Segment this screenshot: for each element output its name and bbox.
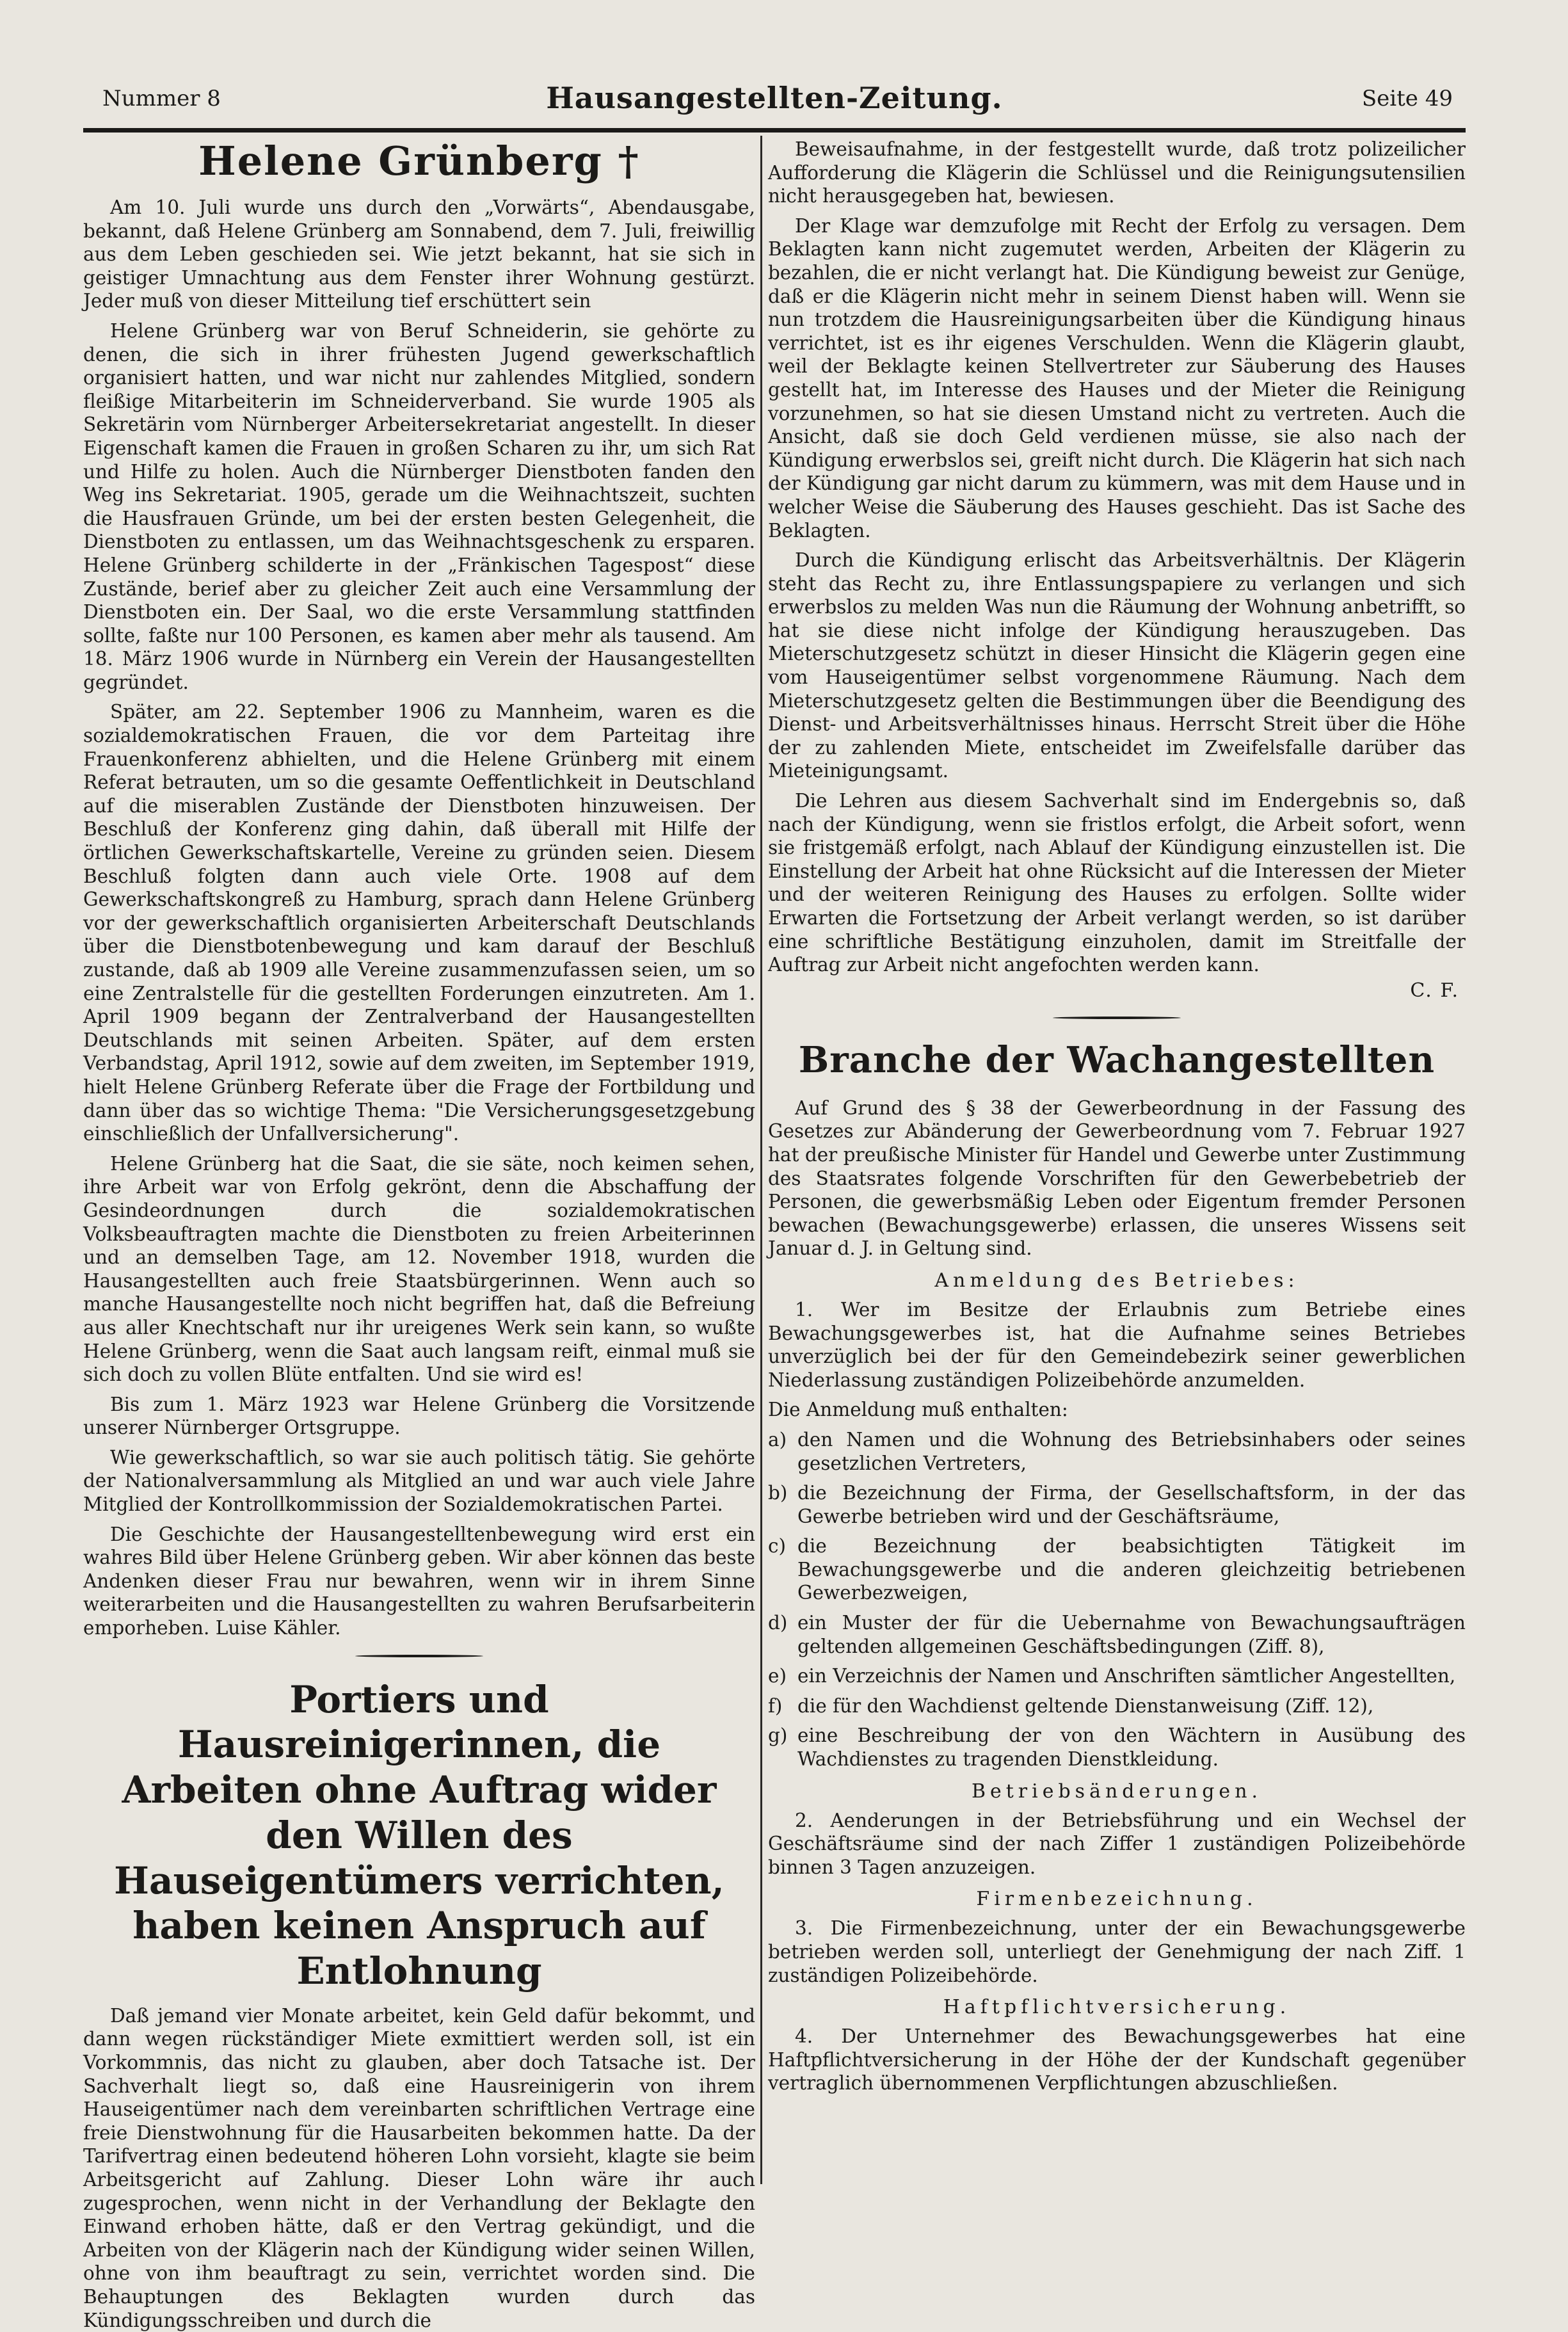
continuation-paragraph: Die Lehren aus diesem Sachverhalt sind im Endergebnis so, daß nach der Kündigung, wenn sie fristlos erfolgt, die Arbeit sofort, wenn sie fristgemäß erfolgt, nach Ablauf der Kündigung einzustellen ist. Die Einstellung der Arbeit hat ohne Rücksicht auf die Interessen der Mieter und der weiteren Reinigung des Hauses zu erfolgen. Sollte wider Erwarten die Fortsetzung der Arbeit verlangt werden, so ist darüber eine schriftliche Bestätigung einzuholen, damit im Streitfalle der Auftrag zur Arbeit nicht angefochten werden kann. [768,790,1466,976]
author-signature: C. F. [1410,979,1459,1002]
list-item [768,1664,1466,1688]
section-ornament [355,1653,483,1659]
regulation-paragraph: 3. Die Firmenbezeichnung, unter der ein Bewachungsgewerbe betrieben werden soll, unterliegt der Genehmigung der nach Ziff. 1 zuständigen Polizeibehörde. [768,1917,1466,1986]
subheading-betriebsaenderungen: Betriebsänderungen. [971,1780,1263,1803]
subheading-anmeldung: Anmeldung des Betriebes: [934,1269,1299,1292]
obituary-paragraph: Helene Grünberg war von Beruf Schneiderin, sie gehörte zu denen, die sich in ihrer frühesten Jugend gewerkschaftlich organisiert hatten, und war nicht nur zahlendes Mitglied, sondern fleißige Mitarbeiterin im Schneiderverband. Sie wurde 1905 als Sekretärin vom Nürnberger Arbeitersekretariat angestellt. In dieser Eigenschaft kamen die Frauen in großen Scharen zu ihr, um sich Rat und Hilfe zu holen. Auch die Nürnberger Dienstboten fanden den Weg ins Sekretariat. 1905, gerade um die Weihnachtszeit, suchten die Hausfrauen Gründe, um bei der ersten besten Gelegenheit, die Dienstboten zu entlassen, um das Weihnachtsgeschenk zu ersparen. Helene Grünberg schilderte in der „Fränkischen Tagespost“ diese Zustände, berief aber zu gleicher Zeit auch eine Versammlung der Dienstboten ein. Der Saal, wo die erste Versammlung stattfinden sollte, faßte nur 100 Personen, es kamen aber mehr als tausend. Am 18. März 1906 wurde in Nürnberg ein Verein der Hausangestellten gegründet. [83,319,755,693]
list-text: eine Beschreibung der von den Wächtern in Ausübung des Wachdienstes zu tragenden Dienstkleidung. [797,1725,1466,1771]
list-marker: a) [768,1428,787,1451]
obituary-paragraph: Bis zum 1. März 1923 war Helene Grünberg die Vorsitzende unserer Nürnberger Ortsgruppe. [83,1393,755,1439]
list-item [768,1611,1466,1658]
continuation-paragraph: Durch die Kündigung erlischt das Arbeitsverhältnis. Der Klägerin steht das Recht zu, ihre Entlassungspapiere zu verlangen und sich erwerbslos zu melden Was nun die Räumung der Wohnung anbetrifft, so hat sie diese nicht infolge der Kündigung herauszugeben. Das Mieterschutzgesetz schützt in dieser Hinsicht die Klägerin gegen eine vom Hauseigentümer selbst vorgenommene Räumung. Nach dem Mieterschutzgesetz gelten die Bestimmungen über die Beendigung des Dienst- und Arbeitsverhältnisses hinaus. Herrscht Streit über die Höhe der zu zahlenden Miete, entscheidet im Zweifelsfalle darüber das Mieteinigungsamt. [768,549,1466,782]
obituary-paragraph: Wie gewerkschaftlich, so war sie auch politisch tätig. Sie gehörte der Nationalversammlung als Mitglied an und war auch viele Jahre Mitglied der Kontrollkommission der Sozialdemokratischen Partei. [83,1446,755,1516]
obituary-paragraph: Später, am 22. September 1906 zu Mannheim, waren es die sozialdemokratischen Frauen, die vor dem Parteitag ihre Frauenkonferenz abhielten, und die Helene Grünberg mit einem Referat betrauten, um so die gesamte Oeffentlichkeit in Deutschland auf die miserablen Zustände der Dienstboten hinzuweisen. Der Beschluß der Konferenz ging dahin, daß überall mit Hilfe der örtlichen Gewerkschaftskartelle, Vereine zu gründen seien. Diesem Beschluß folgten dann auch viele Orte. 1908 auf dem Gewerkschaftskongreß zu Hamburg, sprach dann Helene Grünberg vor der gewerkschaftlich organisierten Arbeiterschaft Deutschlands über die Dienstbotenbewegung und kam darauf der Beschluß zustande, daß ab 1909 alle Vereine zusammenzufassen seien, um so eine Zentralstelle für die gestellten Forderungen einzutreten. Am 1. April 1909 begann der Zentralverband der Hausangestellten Deutschlands mit seinen Arbeiten. Später, auf dem ersten Verbandstag, April 1912, sowie auf dem zweiten, im September 1919, hielt Helene Grünberg Referate über die Frage der Fortbildung und dann über das so wichtige Thema: "Die Versicherungsgesetzgebung einschließlich der Unfallversicherung". [83,701,755,1145]
list-intro: Die Anmeldung muß enthalten: [768,1399,1068,1421]
article-title-wachangestellten: Branche der Wachangestellten [798,1038,1436,1081]
page-number: Seite 49 [1361,86,1453,111]
column-divider [760,136,762,2184]
section-ornament [1053,1015,1181,1021]
regulation-paragraph: 2. Aenderungen in der Betriebsführung und ein Wechsel der Geschäftsräume sind der nach Ziffer 1 zuständigen Polizeibehörde binnen 3 Tagen anzuzeigen. [768,1809,1466,1878]
regulation-paragraph: 1. Wer im Besitze der Erlaubnis zum Betriebe eines Bewachungsgewerbes ist, hat die Aufnahme seines Betriebes unverzüglich bei der für den Gemeindebezirk seiner gewerblichen Niederlassung zuständigen Polizeibehörde anzumelden. [768,1298,1466,1391]
list-text: ein Verzeichnis der Namen und Anschriften sämtlicher Angestellten, [797,1665,1456,1687]
list-item [768,1481,1466,1528]
obituary-paragraph: Am 10. Juli wurde uns durch den „Vorwärts“, Abendausgabe, bekannt, daß Helene Grünberg am Sonnabend, dem 7. Juli, freiwillig aus dem Leben geschieden sei. Wie jetzt bekannt, hat sie sich in geistiger Umnachtung aus dem Fenster ihrer Wohnung gestürzt. Jeder muß von dieser Mitteilung tief erschüttert sein [83,197,755,312]
subheading-firmenbezeichnung: Firmenbezeichnung. [976,1888,1258,1911]
regulation-paragraph: 4. Der Unternehmer des Bewachungsgewerbes hat eine Haftpflichtversicherung in der Höhe der der Kundschaft gegenüber vertraglich übernommenen Verpflichtungen abzuschließen. [768,2025,1466,2095]
subheading-haftpflicht: Haftpflichtversicherung. [943,1996,1291,2019]
article-intro: Auf Grund des § 38 der Gewerbeordnung in der Fassung des Gesetzes zur Abänderung der Gewerbeordnung vom 7. Februar 1927 hat der preußische Minister für Handel und Gewerbe unter Zustimmung des Staatsrates folgende Vorschriften für den Gewerbebetrieb der Personen, die gewerbsmäßig Leben oder Eigentum fremder Personen bewachen (Bewachungsgewerbe) erlassen, die unseres Wissens seit Januar d. J. in Geltung sind. [768,1097,1466,1260]
list-item [768,1694,1466,1718]
issue-number: Nummer 8 [102,86,221,111]
list-marker: g) [768,1725,788,1747]
header-rule [83,128,1466,133]
right-column [768,138,1466,2180]
masthead [83,77,1466,128]
obituary-paragraph: Die Geschichte der Hausangestelltenbewegung wird erst ein wahres Bild über Helene Grünberg geben. Wir aber können das beste Andenken dieser Frau nur bewahren, wenn wir in ihrem Sinne weiterarbeiten und die Hausangestellten zu wahren Berufsarbeiterin emporheben. Luise Kähler. [83,1523,755,1639]
continuation-paragraph: Beweisaufnahme, in der festgestellt wurde, daß trotz polizeilicher Aufforderung die Klägerin die Schlüssel und die Reinigungsutensilien nicht herausgegeben hat, bewiesen. [768,138,1466,207]
article-title-portiers: Portiers und Hausreinigerinnen, die Arbeiten ohne Auftrag wider den Willen des Hauseigentümers verrichten, haben keinen Anspruch auf Entlohnung [114,1677,724,1993]
requirement-list [768,1428,1466,1771]
newspaper-title: Hausangestellten-Zeitung. [546,81,1003,115]
list-marker: b) [768,1482,788,1504]
list-text: die Bezeichnung der beabsichtigten Tätigkeit im Bewachungsgewerbe und die anderen gleichzeitig betriebenen Gewerbezweigen, [797,1535,1466,1604]
obituary-title: Helene Grünberg † [198,138,640,184]
list-item [768,1724,1466,1771]
list-marker: d) [768,1612,788,1634]
list-marker: c) [768,1535,787,1557]
list-marker: f) [768,1694,783,1717]
obituary-paragraph: Helene Grünberg hat die Saat, die sie säte, noch keimen sehen, ihre Arbeit war von Erfolg gekrönt, denn die Abschaffung der Gesindeordnungen durch die sozialdemokratischen Volksbeauftragten machte die Dienstboten zu freien Arbeiterinnen und an demselben Tage, am 12. November 1918, wurden die Hausangestellten auch freie Staatsbürgerinnen. Wenn auch so manche Hausangestellte noch nicht begriffen hat, daß die Befreiung aus aller Knechtschaft nur ihr ureigenes Werk sein kann, so wußte Helene Grünberg, wenn die Saat auch langsam reift, einmal muß sie sich doch zu vollen Blüte entfalten. Und sie wird es! [83,1152,755,1386]
list-text: den Namen und die Wohnung des Betriebsinhabers oder seines gesetzlichen Vertreters, [797,1428,1466,1474]
left-column [83,138,755,2331]
list-marker: e) [768,1665,787,1687]
list-item [768,1534,1466,1605]
list-text: die Bezeichnung der Firma, der Gesellschaftsform, in der das Gewerbe betrieben wird und der Geschäftsräume, [797,1482,1466,1527]
list-text: die für den Wachdienst geltende Dienstanweisung (Ziff. 12), [797,1694,1374,1717]
continuation-paragraph: Der Klage war demzufolge mit Recht der Erfolg zu versagen. Dem Beklagten kann nicht zugemutet werden, Arbeiten der Klägerin zu bezahlen, die er nicht verlangt hat. Die Kündigung beweist zur Genüge, daß er die Klägerin nicht mehr in seinem Dienst haben will. Wenn sie nun trotzdem die Hausreinigungsarbeiten über die Kündigung hinaus verrichtet, ist es ihr eigenes Verschulden. Wenn die Klägerin glaubt, weil der Beklagte keinen Stellvertreter zur Säuberung des Hauses gestellt hat, im Interesse des Hauses und der Mieter die Reinigung vorzunehmen, so hat sie diesen Umstand nicht zu vertreten. Auch die Ansicht, daß sie doch Geld verdienen müsse, sie also nach der Kündigung erwerbslos sei, greift nicht durch. Die Klägerin hat sich nach der Kündigung gar nicht darum zu kümmern, was mit dem Hause und in welcher Weise die Säuberung des Hauses geschieht. Das ist Sache des Beklagten. [768,214,1466,542]
article-paragraph: Daß jemand vier Monate arbeitet, kein Geld dafür bekommt, und dann wegen rückständiger Miete exmittiert werden soll, ist ein Vorkommnis, das nicht zu glauben, aber doch Tatsache ist. Der Sachverhalt liegt so, daß eine Hausreinigerin von ihrem Hauseigentümer nach dem vereinbarten schriftlichen Vertrage eine freie Dienstwohnung für die Hausarbeiten bekommen hatte. Da der Tarifvertrag einen bedeutend höheren Lohn vorsieht, klagte sie beim Arbeitsgericht auf Zahlung. Dieser Lohn wäre ihr auch zugesprochen, wenn nicht in der Verhandlung der Beklagte den Einwand erhoben hätte, daß er den Vertrag gekündigt, und die Arbeiten von der Klägerin nach der Kündigung wider seinen Willen, ohne von ihm beauftragt zu sein, verrichtet worden sind. Die Behauptungen des Beklagten wurden durch das Kündigungsschreiben und durch die [83,2004,755,2331]
list-text: ein Muster der für die Uebernahme von Bewachungsaufträgen geltenden allgemeinen Geschäftsbedingungen (Ziff. 8), [797,1612,1466,1657]
list-item [768,1428,1466,1475]
